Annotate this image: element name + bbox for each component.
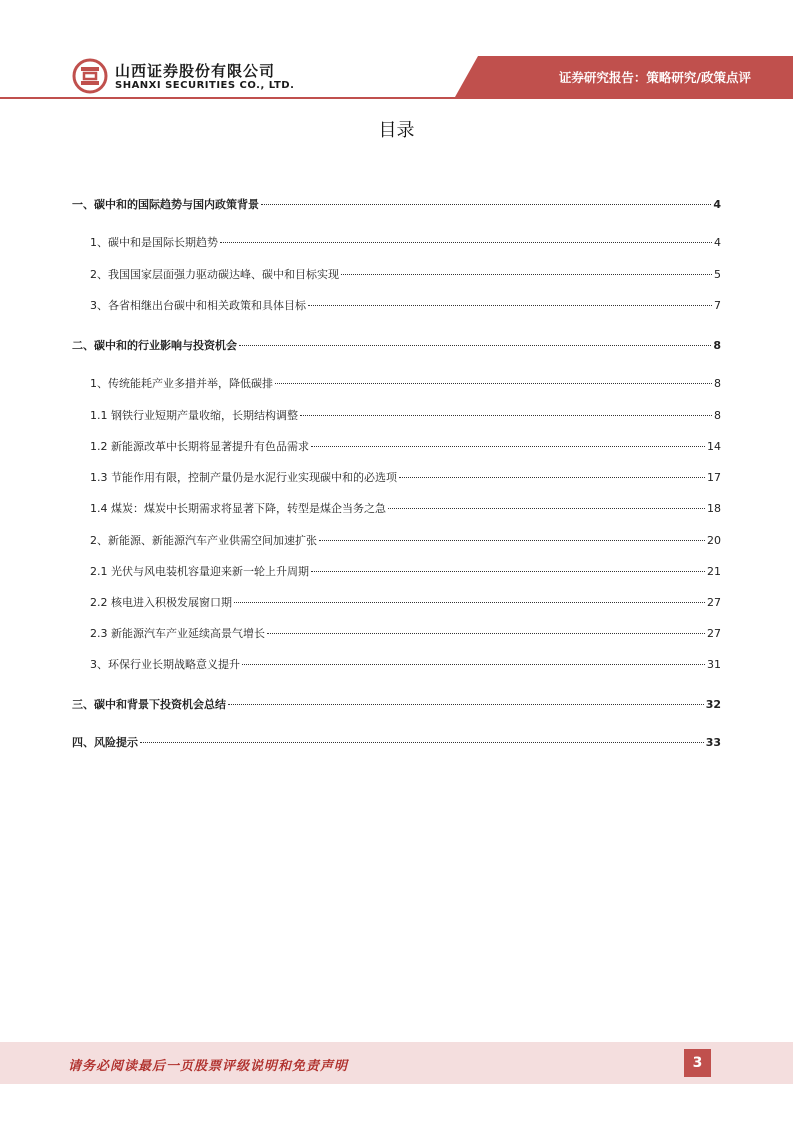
toc-entry-label: 1.4 煤炭：煤炭中长期需求将显著下降，转型是煤企当务之急	[90, 502, 386, 515]
toc-entry-label: 四、风险提示	[72, 736, 138, 749]
toc-entry-label: 2.2 核电进入积极发展窗口期	[90, 596, 232, 609]
toc-entry[interactable]	[90, 234, 721, 252]
toc-entry-label: 2、我国国家层面强力驱动碳达峰、碳中和目标实现	[90, 268, 339, 281]
toc-entry-page: 18	[707, 502, 721, 515]
toc-entry-label: 三、碳中和背景下投资机会总结	[72, 698, 226, 711]
toc-entry[interactable]	[90, 375, 721, 393]
toc-leader-dots	[228, 704, 704, 705]
toc-entry-label: 1、碳中和是国际长期趋势	[90, 236, 218, 249]
toc-entry-page: 5	[714, 268, 721, 281]
toc-entry[interactable]	[90, 532, 721, 550]
toc-entry[interactable]	[90, 656, 721, 674]
toc-entry-page: 4	[714, 236, 721, 249]
toc-entry-label: 1、传统能耗产业多措并举，降低碳排	[90, 377, 273, 390]
toc-entry-page: 31	[707, 658, 721, 671]
toc-entry-page: 8	[713, 339, 721, 352]
toc-leader-dots	[311, 571, 705, 572]
toc-leader-dots	[261, 204, 711, 205]
toc-leader-dots	[341, 274, 712, 275]
toc-entry-page: 17	[707, 471, 721, 484]
toc-entry-page: 33	[705, 736, 721, 749]
toc-entry[interactable]	[90, 563, 721, 581]
page-title: 目录	[378, 120, 415, 141]
toc-leader-dots	[140, 742, 704, 743]
toc-entry[interactable]	[72, 734, 721, 752]
page-number: 3	[684, 1049, 711, 1077]
toc-entry[interactable]	[90, 407, 721, 425]
toc-leader-dots	[267, 633, 705, 634]
toc-entry[interactable]	[90, 594, 721, 612]
disclaimer-text: 请务必阅读最后一页股票评级说明和免责声明	[68, 1059, 349, 1074]
toc-leader-dots	[308, 305, 712, 306]
toc-entry-label: 1.2 新能源改革中长期将显著提升有色品需求	[90, 440, 309, 453]
toc-entry[interactable]	[72, 196, 721, 214]
toc-leader-dots	[319, 540, 705, 541]
toc-entry-page: 8	[714, 377, 721, 390]
toc-entry-page: 4	[713, 198, 721, 211]
toc-entry[interactable]	[90, 469, 721, 487]
toc-entry[interactable]	[90, 500, 721, 518]
toc-entry-label: 二、碳中和的行业影响与投资机会	[72, 339, 237, 352]
report-type-label: 证券研究报告：策略研究/政策点评	[558, 70, 751, 85]
toc-leader-dots	[388, 508, 705, 509]
toc-entry-page: 21	[707, 565, 721, 578]
toc-entry-label: 3、环保行业长期战略意义提升	[90, 658, 240, 671]
toc-entry[interactable]	[72, 696, 721, 714]
toc-entry-page: 7	[714, 299, 721, 312]
company-logo-icon	[72, 58, 108, 94]
toc-entry[interactable]	[90, 266, 721, 284]
page-header	[0, 0, 793, 100]
toc-entry[interactable]	[90, 438, 721, 456]
toc-entry-label: 一、碳中和的国际趋势与国内政策背景	[72, 198, 259, 211]
toc-entry-label: 1.1 钢铁行业短期产量收缩，长期结构调整	[90, 409, 298, 422]
toc-entry-label: 2.3 新能源汽车产业延续高景气增长	[90, 627, 265, 640]
toc-entry-page: 20	[707, 534, 721, 547]
toc-leader-dots	[220, 242, 712, 243]
company-name-cn: 山西证券股份有限公司	[115, 62, 276, 80]
toc-entry-page: 14	[707, 440, 721, 453]
toc-leader-dots	[311, 446, 705, 447]
toc-entry-page: 27	[707, 627, 721, 640]
company-name-en: SHANXI SECURITIES CO., LTD.	[115, 80, 295, 91]
toc-entry-label: 3、各省相继出台碳中和相关政策和具体目标	[90, 299, 306, 312]
toc-entry-page: 8	[714, 409, 721, 422]
toc-leader-dots	[275, 383, 712, 384]
toc-entry-label: 2、新能源、新能源汽车产业供需空间加速扩张	[90, 534, 317, 547]
toc-leader-dots	[300, 415, 712, 416]
toc-entry[interactable]	[90, 297, 721, 315]
toc-entry-label: 1.3 节能作用有限，控制产量仍是水泥行业实现碳中和的必选项	[90, 471, 397, 484]
toc-entry-label: 2.1 光伏与风电装机容量迎来新一轮上升周期	[90, 565, 309, 578]
header-divider	[0, 97, 793, 99]
toc-entry[interactable]	[72, 337, 721, 355]
toc-leader-dots	[239, 345, 711, 346]
toc-entry-page: 27	[707, 596, 721, 609]
toc-leader-dots	[399, 477, 705, 478]
toc-leader-dots	[242, 664, 705, 665]
toc-leader-dots	[234, 602, 705, 603]
toc-entry[interactable]	[90, 625, 721, 643]
toc-entry-page: 32	[705, 698, 721, 711]
